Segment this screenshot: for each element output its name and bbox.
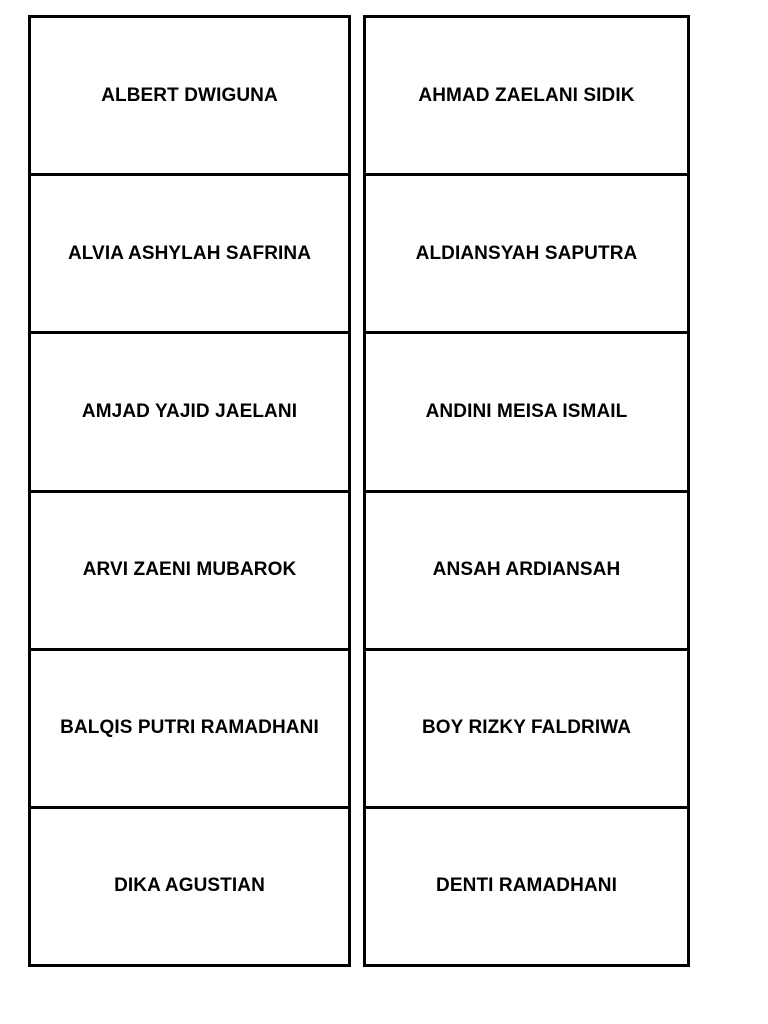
- name-label: AHMAD ZAELANI SIDIK: [418, 84, 635, 106]
- name-label: AMJAD YAJID JAELANI: [81, 400, 298, 422]
- name-label: ARVI ZAENI MUBAROK: [82, 559, 297, 581]
- name-card: [31, 806, 348, 964]
- name-card: [366, 806, 687, 964]
- name-label: ANDINI MEISA ISMAIL: [425, 400, 628, 422]
- name-label: DENTI RAMADHANI: [436, 875, 617, 897]
- name-label: BOY RIZKY FALDRIWA: [421, 717, 632, 739]
- name-card: [31, 18, 348, 173]
- name-card: [366, 173, 687, 331]
- name-card: [366, 331, 687, 489]
- name-card: [31, 331, 348, 489]
- name-label: ALDIANSYAH SAPUTRA: [415, 242, 638, 264]
- name-card-column-left: [28, 15, 351, 967]
- name-label: ALVIA ASHYLAH SAFRINA: [67, 242, 312, 264]
- name-card: [31, 173, 348, 331]
- name-label: BALQIS PUTRI RAMADHANI: [60, 717, 319, 739]
- name-card: [31, 648, 348, 806]
- name-card: [366, 648, 687, 806]
- name-card: [366, 18, 687, 173]
- name-label: ALBERT DWIGUNA: [101, 84, 278, 106]
- name-card-column-right: [363, 15, 690, 967]
- name-label: DIKA AGUSTIAN: [114, 875, 265, 897]
- name-label: ANSAH ARDIANSAH: [432, 559, 621, 581]
- name-card: [366, 490, 687, 648]
- name-card: [31, 490, 348, 648]
